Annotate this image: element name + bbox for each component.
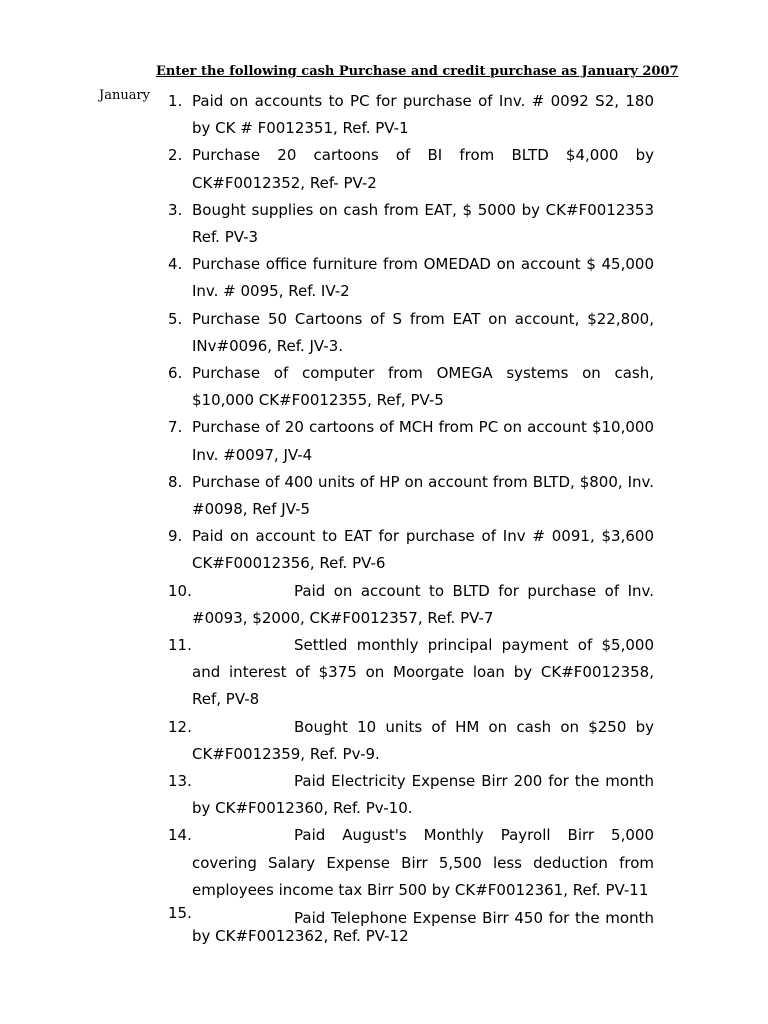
item-text: Paid on account to BLTD for purchase of Inv. #0093, $2000, CK#F0012357, Ref. PV-7 <box>192 581 654 627</box>
item-text: Purchase 50 Cartoons of S from EAT on account, $22,800, INv#0096, Ref. JV-3. <box>192 309 654 355</box>
item-number: 9. <box>168 527 183 546</box>
item-number: 10. <box>168 581 192 600</box>
item-number: 15. <box>168 904 192 923</box>
list-item <box>168 768 654 822</box>
item-number: 1. <box>168 92 183 110</box>
item-text: Settled monthly principal payment of $5,000 and interest of $375 on Moorgate loan by CK#F0012358, Ref, PV-8 <box>192 636 654 709</box>
item-text: Paid Telephone Expense Birr 450 for the month by CK#F0012362, Ref. PV-12 <box>192 909 654 946</box>
item-text: Purchase of computer from OMEGA systems on cash, $10,000 CK#F0012355, Ref, PV-5 <box>192 364 654 410</box>
item-text: Purchase of 400 units of HP on account from BLTD, $800, Inv. #0098, Ref JV-5 <box>192 472 654 519</box>
item-text: Paid August's Monthly Payroll Birr 5,000 covering Salary Expense Birr 5,500 less deduction from employees income tax Birr 500 by CK#F0012361, Ref. PV-11 <box>192 826 654 899</box>
item-number: 7. <box>168 418 183 437</box>
item-number: 13. <box>168 772 192 791</box>
item-number: 4. <box>168 255 183 274</box>
item-number: 14. <box>168 826 192 845</box>
list-item <box>168 306 654 360</box>
item-text: Bought supplies on cash from EAT, $ 5000 by CK#F0012353 Ref. PV-3 <box>192 200 654 247</box>
item-number: 8. <box>168 472 183 491</box>
list-item <box>168 632 654 714</box>
item-text: Paid Electricity Expense Birr 200 for the month by CK#F0012360, Ref. Pv-10. <box>192 772 654 818</box>
month-label: January <box>99 88 151 103</box>
list-item <box>168 197 654 251</box>
item-number: 11. <box>168 636 192 655</box>
item-number: 3. <box>168 200 183 219</box>
item-number: 6. <box>168 364 183 383</box>
item-text: Purchase office furniture from OMEDAD on account $ 45,000 Inv. # 0095, Ref. IV-2 <box>192 255 654 301</box>
item-number: 5. <box>168 309 183 328</box>
list-item <box>168 578 654 632</box>
list-item <box>168 414 654 468</box>
item-text: Purchase 20 cartoons of BI from BLTD $4,000 by CK#F0012352, Ref- PV-2 <box>192 146 654 192</box>
list-item <box>168 822 654 904</box>
item-number: 12. <box>168 717 192 736</box>
list-item <box>168 88 654 142</box>
item-number: 2. <box>168 146 183 165</box>
list-item <box>168 523 654 577</box>
item-text: Purchase of 20 cartoons of MCH from PC on account $10,000 Inv. #0097, JV-4 <box>192 418 654 464</box>
document-title: Enter the following cash Purchase and credit purchase as January 2007 <box>156 64 679 79</box>
list-item <box>168 469 654 523</box>
list-item <box>168 251 654 305</box>
list-item <box>168 714 654 768</box>
list-item <box>168 360 654 414</box>
item-text: Paid on account to EAT for purchase of Inv # 0091, $3,600 CK#F00012356, Ref. PV-6 <box>192 527 654 573</box>
item-text: Paid on accounts to PC for purchase of Inv. # 0092 S2, 180 by CK # F0012351, Ref. PV-1 <box>192 92 654 138</box>
item-text: Bought 10 units of HM on cash on $250 by CK#F0012359, Ref. Pv-9. <box>192 717 654 763</box>
transaction-list <box>168 88 654 945</box>
list-item <box>168 142 654 196</box>
list-item <box>168 904 654 945</box>
